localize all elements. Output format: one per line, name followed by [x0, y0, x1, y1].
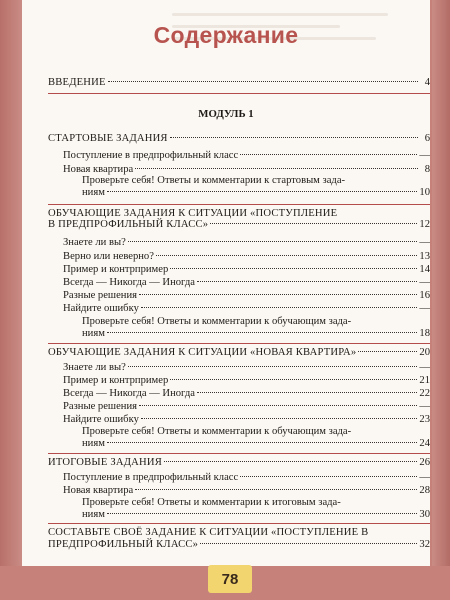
toc-page-number: 21 [419, 375, 430, 386]
dot-leader [358, 351, 417, 352]
toc-subentry-label: Разные решения [63, 401, 137, 412]
contents-page [22, 0, 430, 566]
toc-page-number: 13 [419, 251, 430, 262]
toc-page-number: 22 [419, 388, 430, 399]
toc-page-number: 4 [424, 77, 430, 88]
toc-section-start[interactable] [48, 133, 430, 145]
toc-subentry-label: Верно или неверно? [63, 251, 154, 262]
toc-section-label: ОБУЧАЮЩИЕ ЗАДАНИЯ К СИТУАЦИИ «НОВАЯ КВАРТИРА» [48, 347, 357, 358]
toc-subentry[interactable] [63, 251, 430, 263]
toc-subentry-label: Разные решения [63, 290, 137, 301]
toc-page-number: 24 [419, 438, 430, 449]
dot-leader [240, 476, 417, 477]
toc-page-number: — [419, 277, 430, 288]
toc-entry-intro[interactable] [48, 77, 430, 89]
toc-subentry[interactable] [63, 401, 430, 413]
toc-check-label: ниям [82, 438, 105, 449]
dot-leader [197, 281, 417, 282]
toc-subentry-label: Новая квартира [63, 164, 134, 175]
check-entry-line1: Проверьте себя! Ответы и комментарии к итоговым зада- [82, 497, 341, 508]
dot-leader [139, 405, 417, 406]
dot-leader [107, 332, 417, 333]
divider-rule [48, 343, 430, 344]
left-decorative-strip [0, 0, 22, 600]
toc-subentry-label: Пример и контрпример [63, 264, 169, 275]
toc-section-line1: ОБУЧАЮЩИЕ ЗАДАНИЯ К СИТУАЦИИ «ПОСТУПЛЕНИЕ [48, 208, 338, 219]
toc-subentry[interactable] [63, 414, 430, 426]
dot-leader [240, 154, 417, 155]
dot-leader [108, 81, 418, 82]
toc-page-number: 12 [419, 219, 430, 230]
toc-subentry-label: Поступление в предпрофильный класс [63, 150, 239, 161]
check-entry-line1: Проверьте себя! Ответы и комментарии к стартовым зада- [82, 175, 346, 186]
toc-subentry-label: Знаете ли вы? [63, 362, 126, 373]
toc-check-entry[interactable] [82, 187, 430, 199]
check-entry-line1: Проверьте себя! Ответы и комментарии к обучающим зада- [82, 426, 352, 437]
toc-subentry-label: Всегда — Никогда — Иногда [63, 388, 195, 399]
toc-page-number: — [419, 472, 430, 483]
divider-rule [48, 453, 430, 454]
page-title: Содержание [153, 22, 299, 48]
toc-page-number: — [419, 401, 430, 412]
dot-leader [170, 137, 418, 138]
dot-leader [197, 392, 417, 393]
toc-page-number: 10 [419, 187, 430, 198]
check-entry-line1: Проверьте себя! Ответы и комментарии к обучающим зада- [82, 316, 352, 327]
divider-rule [48, 204, 430, 205]
toc-check-entry[interactable] [82, 438, 430, 450]
toc-page-number: 8 [424, 164, 430, 175]
page-number-badge: 78 [208, 565, 252, 593]
toc-page-number: 30 [419, 509, 430, 520]
dot-leader [107, 513, 417, 514]
dot-leader [135, 168, 418, 169]
toc-section-label: ИТОГОВЫЕ ЗАДАНИЯ [48, 457, 162, 468]
toc-subentry-label: Всегда — Никогда — Иногда [63, 277, 195, 288]
toc-subentry[interactable] [63, 237, 430, 249]
toc-subentry[interactable] [63, 264, 430, 276]
toc-section-line1: СОСТАВЬТЕ СВОЁ ЗАДАНИЕ К СИТУАЦИИ «ПОСТУПЛЕНИЕ В [48, 527, 369, 538]
toc-subentry[interactable] [63, 485, 430, 497]
toc-page-number: 23 [419, 414, 430, 425]
toc-section-label: ПРЕДПРОФИЛЬНЫЙ КЛАСС» [48, 539, 199, 550]
dot-leader [156, 255, 417, 256]
dot-leader [141, 307, 418, 308]
toc-check-entry[interactable] [82, 328, 430, 340]
divider-rule [48, 523, 430, 524]
toc-subentry-label: Поступление в предпрофильный класс [63, 472, 239, 483]
toc-section-label: СТАРТОВЫЕ ЗАДАНИЯ [48, 133, 168, 144]
dot-leader [164, 461, 417, 462]
right-decorative-strip [432, 0, 450, 600]
toc-page-number: — [419, 303, 430, 314]
toc-section-compose[interactable] [48, 539, 430, 551]
toc-check-label: ниям [82, 187, 105, 198]
dot-leader [170, 379, 417, 380]
dot-leader [139, 294, 417, 295]
toc-page-number: — [419, 150, 430, 161]
toc-subentry[interactable] [63, 277, 430, 289]
dot-leader [107, 442, 417, 443]
toc-subentry[interactable] [63, 303, 430, 315]
toc-subentry-label: Пример и контрпример [63, 375, 169, 386]
dot-leader [210, 223, 417, 224]
toc-section-label: В ПРЕДПРОФИЛЬНЫЙ КЛАСС» [48, 219, 209, 230]
toc-check-entry[interactable] [82, 509, 430, 521]
dot-leader [170, 268, 417, 269]
toc-page-number: 16 [419, 290, 430, 301]
toc-subentry-label: Новая квартира [63, 485, 134, 496]
dot-leader [107, 191, 417, 192]
toc-check-label: ниям [82, 328, 105, 339]
toc-page-number: — [419, 237, 430, 248]
toc-subentry[interactable] [63, 290, 430, 302]
toc-page-number: 14 [419, 264, 430, 275]
toc-page-number: 28 [419, 485, 430, 496]
dot-leader [128, 366, 418, 367]
toc-subentry-label: Найдите ошибку [63, 303, 139, 314]
toc-subentry[interactable] [63, 472, 430, 484]
toc-subentry-label: Найдите ошибку [63, 414, 139, 425]
toc-section-training-class[interactable] [48, 219, 430, 231]
toc-subentry[interactable] [63, 375, 430, 387]
dot-leader [141, 418, 418, 419]
toc-subentry[interactable] [63, 150, 430, 162]
toc-check-label: ниям [82, 509, 105, 520]
toc-page-number: 18 [419, 328, 430, 339]
toc-section-training-flat[interactable] [48, 347, 430, 359]
dot-leader [128, 241, 418, 242]
divider-rule [48, 93, 430, 94]
toc-section-final[interactable] [48, 457, 430, 469]
toc-page-number: 6 [424, 133, 430, 144]
toc-subentry-label: Знаете ли вы? [63, 237, 126, 248]
toc-subentry[interactable] [63, 362, 430, 374]
toc-subentry[interactable] [63, 388, 430, 400]
toc-page-number: 20 [419, 347, 430, 358]
toc-page-number: 26 [419, 457, 430, 468]
toc-page-number: — [419, 362, 430, 373]
dot-leader [200, 543, 417, 544]
toc-page-number: 32 [419, 539, 430, 550]
dot-leader [135, 489, 417, 490]
module-heading: МОДУЛЬ 1 [198, 108, 254, 120]
toc-entry-label: ВВЕДЕНИЕ [48, 77, 106, 88]
